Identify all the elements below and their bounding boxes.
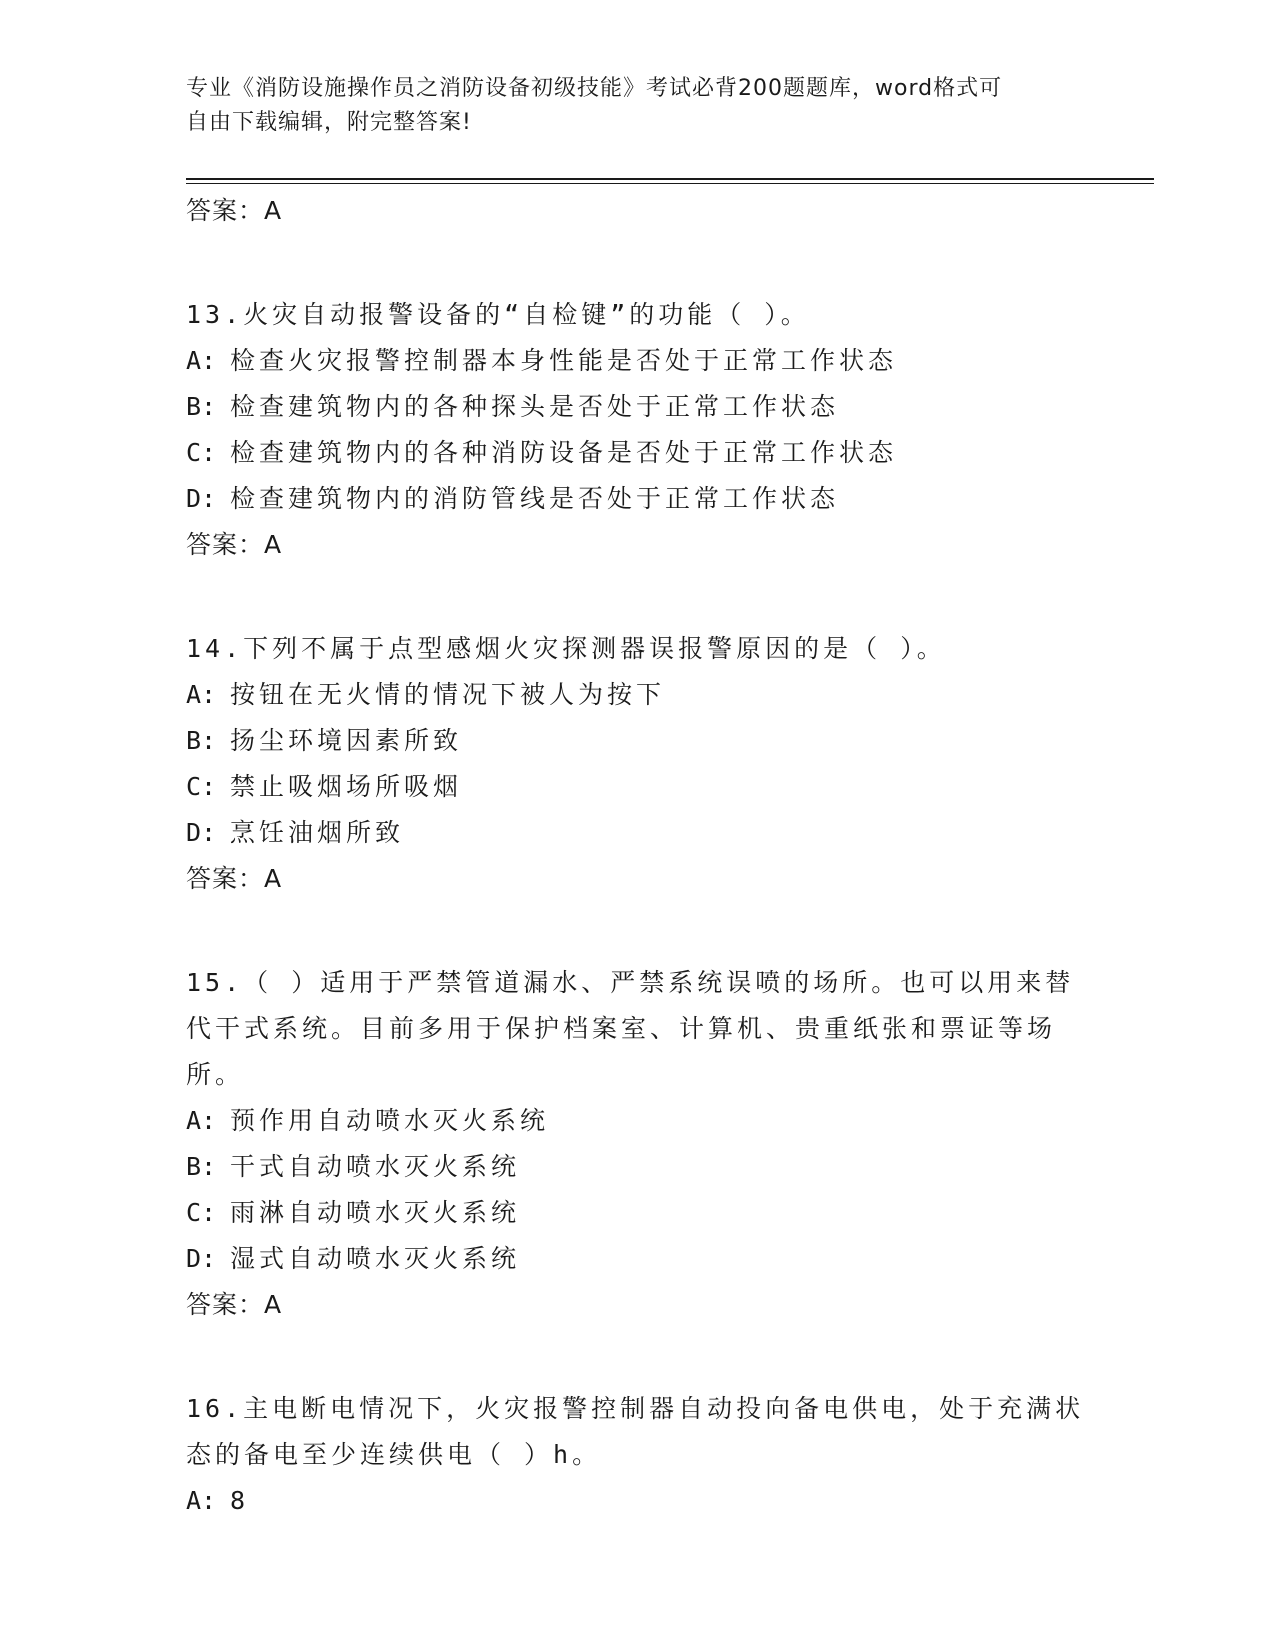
- option-text: 扬尘环境因素所致: [230, 726, 463, 755]
- option-key: D:: [186, 484, 217, 513]
- option-text: 检查建筑物内的各种探头是否处于正常工作状态: [230, 392, 840, 421]
- option-a: [186, 672, 1086, 718]
- question-stem-line: 代干式系统。目前多用于保护档案室、计算机、贵重纸张和票证等场: [186, 1014, 1057, 1043]
- option-b: [186, 1144, 1086, 1190]
- option-text: 按钮在无火情的情况下被人为按下: [230, 680, 666, 709]
- question-stem: 14.下列不属于点型感烟火灾探测器误报警原因的是（ ）。: [186, 634, 946, 663]
- header-line-1: 专业《消防设施操作员之消防设备初级技能》考试必背200题题库，word格式可: [186, 76, 1003, 101]
- option-key: B:: [186, 726, 217, 755]
- option-key: D:: [186, 1244, 217, 1273]
- question-13: [186, 292, 1086, 568]
- header-divider-thick: [186, 178, 1154, 180]
- option-a: [186, 1478, 1086, 1524]
- option-text: 烹饪油烟所致: [230, 818, 405, 847]
- option-c: [186, 1190, 1086, 1236]
- answer-line: 答案：A: [186, 530, 283, 559]
- option-b: [186, 384, 1086, 430]
- option-c: [186, 430, 1086, 476]
- option-key: B:: [186, 392, 217, 421]
- option-key: D:: [186, 818, 217, 847]
- option-key: A:: [186, 680, 217, 709]
- option-key: C:: [186, 772, 217, 801]
- option-text: 检查火灾报警控制器本身性能是否处于正常工作状态: [230, 346, 898, 375]
- question-stem-line: 态的备电至少连续供电（ ）h。: [186, 1440, 602, 1469]
- option-text: 预作用自动喷水灭火系统: [230, 1106, 550, 1135]
- option-text: 雨淋自动喷水灭火系统: [230, 1198, 521, 1227]
- option-a: [186, 338, 1086, 384]
- question-stem: [186, 960, 1086, 1098]
- question-list: [186, 188, 1086, 1524]
- option-d: [186, 1236, 1086, 1282]
- option-text: 禁止吸烟场所吸烟: [230, 772, 463, 801]
- question-stem-line: 所。: [186, 1060, 245, 1089]
- header-line-2: 自由下载编辑，附完整答案!: [186, 110, 472, 135]
- option-text: 检查建筑物内的消防管线是否处于正常工作状态: [230, 484, 840, 513]
- option-key: C:: [186, 1198, 217, 1227]
- question-15: [186, 960, 1086, 1328]
- question-stem-line: 16.主电断电情况下，火灾报警控制器自动投向备电供电，处于充满状: [186, 1394, 1085, 1423]
- header-divider-thin: [186, 183, 1154, 184]
- option-text: 湿式自动喷水灭火系统: [230, 1244, 521, 1273]
- option-text: 干式自动喷水灭火系统: [230, 1152, 521, 1181]
- option-key: A:: [186, 1486, 217, 1515]
- option-c: [186, 764, 1086, 810]
- option-key: B:: [186, 1152, 217, 1181]
- option-text: 检查建筑物内的各种消防设备是否处于正常工作状态: [230, 438, 898, 467]
- question-16: [186, 1386, 1086, 1524]
- question-14: [186, 626, 1086, 902]
- document-header: [186, 72, 1066, 140]
- option-b: [186, 718, 1086, 764]
- question-stem: [186, 1386, 1086, 1478]
- answer-line: 答案：A: [186, 1290, 283, 1319]
- option-text: 8: [230, 1486, 250, 1515]
- option-a: [186, 1098, 1086, 1144]
- answer-line: 答案：A: [186, 196, 283, 225]
- option-d: [186, 476, 1086, 522]
- question-stem-line: 15.（ ）适用于严禁管道漏水、严禁系统误喷的场所。也可以用来替: [186, 968, 1075, 997]
- option-key: C:: [186, 438, 217, 467]
- option-key: A:: [186, 346, 217, 375]
- option-d: [186, 810, 1086, 856]
- answer-line: 答案：A: [186, 864, 283, 893]
- question-stem: 13.火灾自动报警设备的“自检键”的功能（ ）。: [186, 300, 810, 329]
- option-key: A:: [186, 1106, 217, 1135]
